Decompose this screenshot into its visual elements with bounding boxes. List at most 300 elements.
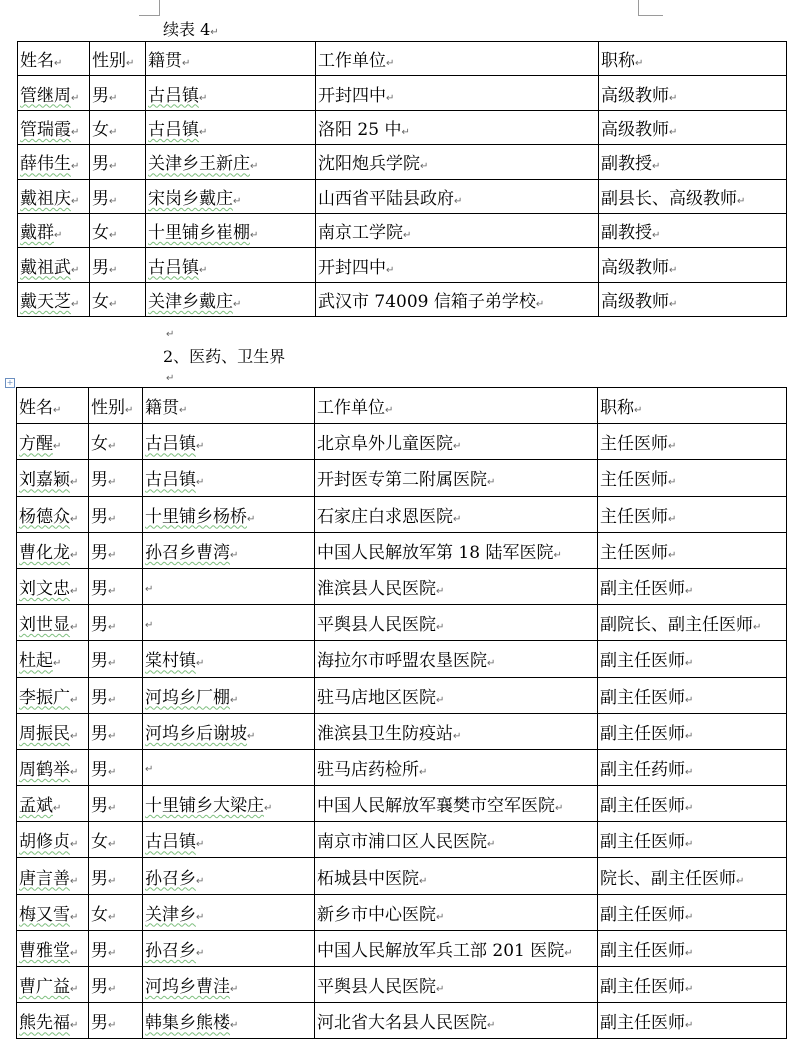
cell-end-mark-icon: ↵ [736,875,745,887]
table-cell [17,786,89,822]
cell-text: 职称 [601,51,635,72]
cell-text: 副主任医师 [600,687,685,708]
cell-text: 性别 [92,51,126,72]
table-cell [17,641,89,677]
cell-text: 周振民 [19,723,70,744]
cell-end-mark-icon: ↵ [108,730,117,742]
cell-text: 棠村镇 [145,651,196,672]
cell-end-mark-icon: ↵ [685,766,694,778]
cell-text: 驻马店地区医院 [317,687,436,708]
cell-text: 女 [92,119,109,140]
cell-end-mark-icon: ↵ [668,441,677,453]
cell-end-mark-icon: ↵ [108,947,117,959]
cell-text: 武汉市 74009 信箱子弟学校 [318,291,536,312]
cell-end-mark-icon: ↵ [108,839,117,851]
cell-end-mark-icon: ↵ [109,161,118,173]
table-cell [315,496,598,532]
table-row [17,424,787,460]
table-cell [18,213,90,247]
cell-end-mark-icon: ↵ [634,405,643,417]
cell-end-mark-icon: ↵ [669,126,678,138]
cell-end-mark-icon: ↵ [230,1020,239,1032]
cell-text: 孟斌 [19,796,53,817]
table-cell [598,786,787,822]
cell-end-mark-icon: ↵ [250,230,259,242]
cell-end-mark-icon: ↵ [233,298,242,310]
cell-end-mark-icon: ↵ [70,875,79,887]
cell-end-mark-icon: ↵ [247,513,256,525]
cell-text: 职称 [600,398,634,419]
cell-end-mark-icon: ↵ [109,195,118,207]
cell-text: 男 [91,542,108,563]
cell-text: 柘城县中医院 [317,868,419,889]
table-cell [89,930,143,966]
cell-text: 孙召乡 [145,940,196,961]
cell-end-mark-icon: ↵ [668,549,677,561]
cell-text: 副主任医师 [600,651,685,672]
cell-end-mark-icon: ↵ [70,549,79,561]
cell-text: 淮滨县卫生防疫站 [317,723,453,744]
cell-text: 工作单位 [318,51,386,72]
cell-end-mark-icon: ↵ [685,984,694,996]
cell-end-mark-icon: ↵ [125,405,134,417]
table-cell [316,110,599,144]
table-cell [316,76,599,110]
cell-text: 副主任医师 [600,940,685,961]
cell-end-mark-icon: ↵ [753,622,762,634]
cell-end-mark-icon: ↵ [247,730,256,742]
table-row [17,786,787,822]
table-cell [143,424,315,460]
table-cell [315,532,598,568]
cell-text: 孙召乡曹湾 [145,542,230,563]
table-cell [89,641,143,677]
table-cell [315,677,598,713]
cell-text: 石家庄白求恩医院 [317,506,453,527]
cell-text: 十里铺乡大梁庄 [145,796,264,817]
table-row [17,713,787,749]
cell-text: 主任医师 [600,506,668,527]
section-heading-medicine: 2、医药、卫生界 [163,347,286,366]
table-cell [17,496,89,532]
cell-end-mark-icon: ↵ [652,161,661,173]
table-cell [17,1003,89,1039]
cell-text: 古吕镇 [145,832,196,853]
table-cell [315,858,598,894]
cell-text: 刘世显 [19,615,70,636]
table-row [18,110,787,144]
cell-end-mark-icon: ↵ [386,58,395,70]
table-row [18,76,787,110]
cell-end-mark-icon: ↵ [108,513,117,525]
cell-text: 李振广 [19,687,70,708]
cell-end-mark-icon: ↵ [436,984,445,996]
table-cell [17,424,89,460]
cell-text: 性别 [91,398,125,419]
table-cell [143,967,315,1003]
table-cell [598,1003,787,1039]
cell-end-mark-icon: ↵ [70,766,79,778]
cell-end-mark-icon: ↵ [453,441,462,453]
cell-text: 姓名 [19,398,53,419]
cell-text: 古吕镇 [148,85,199,106]
cell-text: 副教授 [601,223,652,244]
table-cell [598,967,787,1003]
table-cell [18,76,90,110]
table-header-row [17,388,787,424]
cell-text: 戴祖武 [20,257,71,278]
cell-end-mark-icon: ↵ [108,766,117,778]
table-cell [89,894,143,930]
table-cell [89,786,143,822]
cell-end-mark-icon: ↵ [70,586,79,598]
cell-text: 女 [92,291,109,312]
cell-text: 曹化龙 [19,542,70,563]
cell-text: 杜起 [19,651,53,672]
cell-text: 主任医师 [600,470,668,491]
table-cell [143,677,315,713]
cell-end-mark-icon: ↵ [109,230,118,242]
paragraph-mark-icon: ↵ [166,329,175,340]
cell-text: 驻马店药检所 [317,759,419,780]
table-cell [143,1003,315,1039]
cell-end-mark-icon: ↵ [669,298,678,310]
cell-text: 宋岗乡戴庄 [148,188,233,209]
table-cell [316,179,599,213]
cell-text: 籍贯 [148,51,182,72]
table-cell [143,568,315,604]
cell-text: 男 [91,759,108,780]
cell-text: 副主任医师 [600,1013,685,1034]
cell-end-mark-icon: ↵ [401,126,410,138]
cell-end-mark-icon: ↵ [109,92,118,104]
table-cell [598,424,787,460]
cell-text: 孙召乡 [145,868,196,889]
table-cell [146,248,316,282]
cell-end-mark-icon: ↵ [145,583,154,595]
cell-end-mark-icon: ↵ [668,477,677,489]
cell-text: 中国人民解放军第 18 陆军医院 [317,542,554,563]
table-cell [143,605,315,641]
table-cell [17,605,89,641]
cell-text: 男 [91,615,108,636]
cell-end-mark-icon: ↵ [54,58,63,70]
cell-text: 十里铺乡杨桥 [145,506,247,527]
cell-text: 副主任药师 [600,759,685,780]
table-cell [598,822,787,858]
medical-staff-table [16,387,787,1039]
table-cell [146,110,316,144]
table-cell [18,282,90,316]
table-cell [315,894,598,930]
table-cell [143,532,315,568]
table-row [17,496,787,532]
cell-end-mark-icon: ↵ [71,92,80,104]
cell-end-mark-icon: ↵ [70,477,79,489]
table-cell [599,110,787,144]
cell-text: 河坞乡厂棚 [145,687,230,708]
table-cell [315,641,598,677]
cell-end-mark-icon: ↵ [108,549,117,561]
table-cell [143,713,315,749]
cell-end-mark-icon: ↵ [436,694,445,706]
table-row [17,858,787,894]
cell-end-mark-icon: ↵ [453,730,462,742]
cell-text: 副院长、副主任医师 [600,615,753,636]
cell-end-mark-icon: ↵ [108,477,117,489]
cell-text: 古吕镇 [148,257,199,278]
cell-text: 中国人民解放军兵工部 201 医院 [317,940,565,961]
cell-text: 工作单位 [317,398,385,419]
cell-text: 平舆县人民医院 [317,977,436,998]
cell-text: 洛阳 25 中 [318,119,402,140]
cell-end-mark-icon: ↵ [685,730,694,742]
table-cell [89,460,143,496]
table-cell [17,568,89,604]
column-header [315,388,598,424]
table-cell [90,179,146,213]
cell-end-mark-icon: ↵ [668,513,677,525]
column-header [90,42,146,76]
cell-end-mark-icon: ↵ [108,694,117,706]
table-cell [90,76,146,110]
table-cell [143,786,315,822]
cell-text: 男 [91,579,108,600]
cell-end-mark-icon: ↵ [70,513,79,525]
cell-text: 男 [91,723,108,744]
table-row [17,749,787,785]
page-corner-mark-right [638,0,663,16]
cell-text: 女 [91,832,108,853]
table-cell [89,496,143,532]
cell-end-mark-icon: ↵ [108,911,117,923]
cell-end-mark-icon: ↵ [737,195,746,207]
cell-text: 副主任医师 [600,796,685,817]
cell-text: 山西省平陆县政府 [318,188,454,209]
teachers-table [17,41,787,317]
table-cell [89,858,143,894]
cell-text: 关津乡王新庄 [148,154,250,175]
table-cell [315,967,598,1003]
table-cell [89,967,143,1003]
table-cell [598,496,787,532]
table-cell [18,179,90,213]
cell-end-mark-icon: ↵ [71,298,80,310]
table-cell [315,930,598,966]
cell-text: 淮滨县人民医院 [317,579,436,600]
cell-text: 戴天芝 [20,291,71,312]
cell-end-mark-icon: ↵ [454,195,463,207]
cell-text: 周鹤举 [19,759,70,780]
cell-end-mark-icon: ↵ [487,477,496,489]
cell-text: 开封四中 [318,257,386,278]
cell-end-mark-icon: ↵ [436,622,445,634]
table-cell [146,179,316,213]
cell-end-mark-icon: ↵ [230,694,239,706]
cell-text: 曹广益 [19,977,70,998]
cell-text: 南京市浦口区人民医院 [317,832,487,853]
table-row [18,282,787,316]
table-cell [598,532,787,568]
table-cell [598,568,787,604]
cell-end-mark-icon: ↵ [669,92,678,104]
table-cell [598,713,787,749]
table-move-handle-icon[interactable]: + [6,378,14,387]
table-cell [17,858,89,894]
cell-text: 关津乡 [145,904,196,925]
cell-end-mark-icon: ↵ [487,1020,496,1032]
cell-text: 刘文忠 [19,579,70,600]
cell-end-mark-icon: ↵ [419,875,428,887]
cell-end-mark-icon: ↵ [54,230,63,242]
table-cell [90,213,146,247]
cell-end-mark-icon: ↵ [126,58,135,70]
cell-text: 副主任医师 [600,579,685,600]
cell-end-mark-icon: ↵ [70,911,79,923]
cell-end-mark-icon: ↵ [70,839,79,851]
table-row [17,1003,787,1039]
table-cell [143,641,315,677]
cell-end-mark-icon: ↵ [108,984,117,996]
cell-text: 河坞乡曹洼 [145,977,230,998]
cell-text: 男 [91,506,108,527]
cell-end-mark-icon: ↵ [70,947,79,959]
cell-end-mark-icon: ↵ [196,839,205,851]
cell-end-mark-icon: ↵ [635,58,644,70]
paragraph-mark-icon: ↵ [166,373,175,384]
cell-text: 熊先福 [19,1013,70,1034]
cell-text: 十里铺乡崔棚 [148,223,250,244]
cell-end-mark-icon: ↵ [53,803,62,815]
cell-end-mark-icon: ↵ [487,658,496,670]
column-header [146,42,316,76]
table-cell [143,460,315,496]
cell-text: 海拉尔市呼盟农垦医院 [317,651,487,672]
cell-end-mark-icon: ↵ [555,803,564,815]
table-cell [18,145,90,179]
table-cell [89,749,143,785]
table-header-row [18,42,787,76]
table-cell [598,641,787,677]
cell-end-mark-icon: ↵ [182,58,191,70]
cell-text: 开封医专第二附属医院 [317,470,487,491]
cell-text: 女 [91,904,108,925]
cell-text: 梅又雪 [19,904,70,925]
table-cell [17,894,89,930]
table-cell [143,894,315,930]
cell-end-mark-icon: ↵ [71,126,80,138]
table-cell [17,713,89,749]
table-cell [89,713,143,749]
table-cell [143,749,315,785]
cell-text: 主任医师 [600,542,668,563]
cell-end-mark-icon: ↵ [196,477,205,489]
table-cell [146,76,316,110]
table-cell [146,145,316,179]
page-corner-mark-left [139,0,160,16]
cell-end-mark-icon: ↵ [385,405,394,417]
cell-end-mark-icon: ↵ [71,264,80,276]
cell-end-mark-icon: ↵ [564,947,573,959]
table-row [17,568,787,604]
cell-end-mark-icon: ↵ [233,195,242,207]
cell-end-mark-icon: ↵ [70,984,79,996]
column-header [17,388,89,424]
table-cell [598,858,787,894]
cell-end-mark-icon: ↵ [685,694,694,706]
cell-text: 男 [91,687,108,708]
cell-end-mark-icon: ↵ [685,586,694,598]
table-row [17,641,787,677]
cell-end-mark-icon: ↵ [685,658,694,670]
cell-text: 古吕镇 [145,434,196,455]
table-row [18,248,787,282]
table-cell [315,424,598,460]
cell-end-mark-icon: ↵ [196,658,205,670]
cell-text: 副教授 [601,154,652,175]
cell-end-mark-icon: ↵ [53,658,62,670]
table-cell [90,282,146,316]
cell-end-mark-icon: ↵ [535,298,545,310]
cell-end-mark-icon: ↵ [145,764,154,776]
cell-end-mark-icon: ↵ [53,441,62,453]
table-cell [599,248,787,282]
cell-text: 副主任医师 [600,977,685,998]
cell-text: 男 [91,470,108,491]
cell-end-mark-icon: ↵ [199,126,208,138]
cell-end-mark-icon: ↵ [669,264,678,276]
table-cell [316,145,599,179]
cell-text: 杨德众 [19,506,70,527]
table-cell [90,110,146,144]
table-row [17,677,787,713]
cell-text: 平舆县人民医院 [317,615,436,636]
cell-text: 男 [92,154,109,175]
table-row [18,179,787,213]
cell-end-mark-icon: ↵ [685,1020,694,1032]
cell-text: 副主任医师 [600,723,685,744]
table-cell [598,749,787,785]
cell-end-mark-icon: ↵ [108,622,117,634]
table-row [18,145,787,179]
table-row [17,930,787,966]
table-cell [89,424,143,460]
column-header [18,42,90,76]
column-header [143,388,315,424]
table-cell [89,822,143,858]
cell-end-mark-icon: ↵ [109,126,118,138]
cell-text: 古吕镇 [148,119,199,140]
table-cell [598,605,787,641]
table-cell [18,248,90,282]
cell-text: 唐言善 [19,868,70,889]
table-cell [17,822,89,858]
cell-end-mark-icon: ↵ [196,875,205,887]
cell-end-mark-icon: ↵ [108,1020,117,1032]
cell-text: 女 [92,223,109,244]
table-cell [90,145,146,179]
table-cell [89,1003,143,1039]
table-cell [315,713,598,749]
table-cell [315,605,598,641]
table-cell [315,460,598,496]
cell-text: 河北省大名县人民医院 [317,1013,487,1034]
cell-text: 河坞乡后谢坡 [145,723,247,744]
table-caption-continued: 续表 4↵ [163,20,219,39]
table-cell [316,248,599,282]
cell-text: 副县长、高级教师 [601,188,737,209]
table-cell [598,677,787,713]
